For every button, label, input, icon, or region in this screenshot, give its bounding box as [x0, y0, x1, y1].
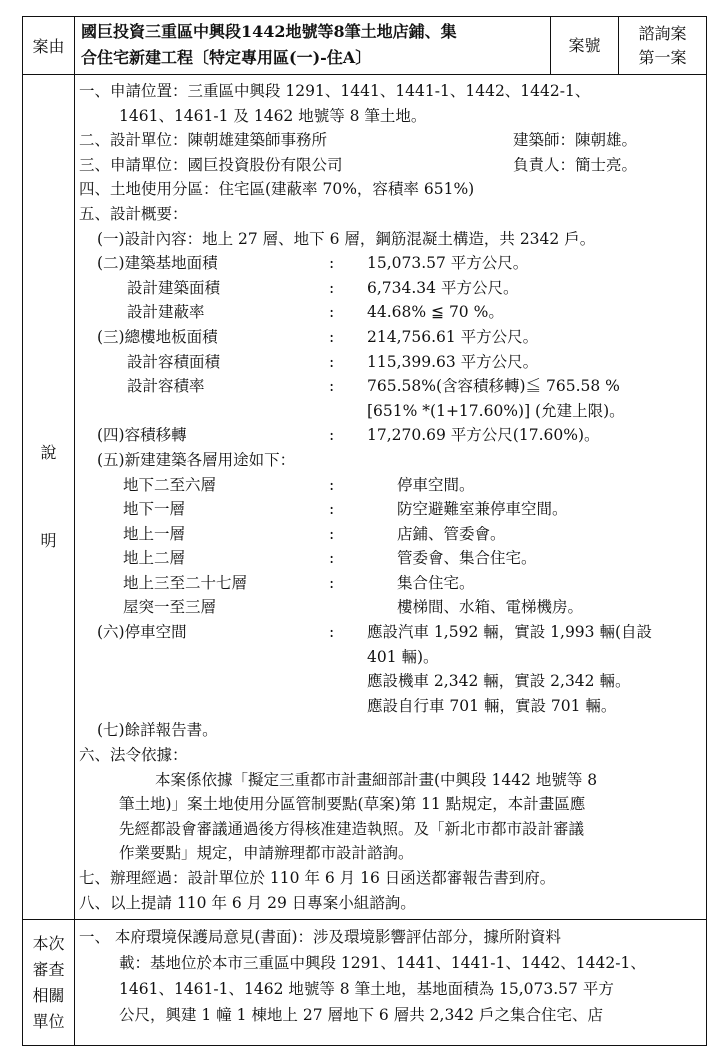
- area-label: (二)建築基地面積: [97, 254, 218, 273]
- area-colon: :: [329, 426, 335, 445]
- area-row: [79, 300, 706, 325]
- case-title: 國巨投資三重區中興段1442地號等8筆土地店鋪、集 合住宅新建工程〔特定專用區(一)-住A〕: [75, 17, 551, 75]
- item-location-2: 1461、1461-1 及 1462 地號等 8 筆土地。: [119, 106, 427, 125]
- area-colon: :: [329, 278, 335, 297]
- review-line-4: 公尺，興建 1 幢 1 棟地上 27 層地下 6 層共 2,342 戶之集合住宅、店: [119, 1006, 603, 1025]
- floor-row: [79, 595, 706, 620]
- floor-use-heading: (五)新建建築各層用途如下：: [97, 450, 296, 469]
- area-label: [97, 399, 329, 424]
- area-row: [79, 399, 706, 424]
- item-legal-basis: 六、法令依據：: [79, 746, 188, 765]
- item-applicant: 三、申請單位：國巨投資股份有限公司 負責人：簡士亮。: [79, 155, 638, 174]
- parking-line-4: 應設自行車 701 輛，實設 701 輛。: [367, 696, 617, 715]
- floor-label: 地上二層: [123, 549, 186, 568]
- area-label: 設計容積率: [127, 377, 205, 396]
- case-label: 案由: [23, 17, 75, 75]
- case-type: 諮詢案 第一案: [619, 17, 707, 75]
- area-value: 765.58%(含容積移轉)≦ 765.58 %: [367, 377, 620, 396]
- explanation-content: [75, 75, 707, 920]
- area-label: 設計建築面積: [127, 278, 221, 297]
- area-colon: [329, 399, 367, 424]
- parking-row: (六)停車空間 : 應設汽車 1,592 輛，實設 1,993 輛(自設: [97, 623, 653, 642]
- legal-text-2: 筆土地)」案土地使用分區管制要點(草案)第 11 點規定，本計畫區應: [119, 795, 586, 814]
- review-content: [75, 920, 707, 1046]
- item-location-1: 一、申請位置：三重區中興段 1291、1441、1441-1、1442、1442-1、: [79, 82, 591, 100]
- design-content: (一)設計內容：地上 27 層、地下 6 層，鋼筋混凝土構造，共 2342 戶。: [97, 229, 596, 248]
- floor-label: 地上三至二十七層: [123, 573, 248, 592]
- area-table: [79, 251, 706, 448]
- area-row: [79, 374, 706, 399]
- area-value: [651% *(1+17.60%)] (允建上限)。: [367, 401, 625, 420]
- area-row: [79, 251, 706, 276]
- area-label: (三)總樓地板面積: [97, 327, 218, 346]
- floor-colon: :: [329, 549, 335, 568]
- area-row: [79, 276, 706, 301]
- floor-row: [79, 473, 706, 498]
- review-line-1: 一、 本府環境保護局意見(書面)：涉及環境影響評估部分，據所附資料: [79, 928, 562, 947]
- area-label: 設計建蔽率: [127, 303, 205, 322]
- area-label: (四)容積移轉: [97, 426, 187, 445]
- review-line-3: 1461、1461-1、1462 地號等 8 筆土地，基地面積為 15,073.57 平方: [119, 980, 614, 999]
- explain-label: 說 明: [23, 75, 75, 920]
- area-colon: :: [329, 327, 335, 346]
- area-value: 44.68% ≦ 70 %。: [367, 303, 504, 322]
- floor-label: 屋突一至三層: [123, 598, 217, 617]
- floor-value: 集合住宅。: [397, 573, 475, 592]
- legal-text-4: 作業要點」規定，申請辦理都市設計諮詢。: [119, 844, 414, 863]
- item-consultation: 八、以上提請 110 年 6 月 29 日專案小組諮詢。: [79, 893, 416, 912]
- review-form-table: [22, 16, 707, 1046]
- area-row: [79, 325, 706, 350]
- area-colon: :: [329, 254, 335, 273]
- area-colon: :: [329, 303, 335, 322]
- parking-line-2: 401 輛)。: [367, 647, 439, 666]
- area-value: 6,734.34 平方公尺。: [367, 278, 519, 297]
- area-label: 設計容積面積: [127, 352, 221, 371]
- floor-label: 地上一層: [123, 524, 186, 543]
- legal-text-3: 先經都設會審議通過後方得核准建造執照。及「新北市都市設計審議: [119, 819, 585, 838]
- floor-colon: :: [329, 524, 335, 543]
- see-report: (七)餘詳報告書。: [97, 721, 218, 740]
- parking-line-3: 應設機車 2,342 輛，實設 2,342 輛。: [367, 672, 631, 691]
- area-value: 214,756.61 平方公尺。: [367, 327, 539, 346]
- area-value: 15,073.57 平方公尺。: [367, 254, 529, 273]
- floor-colon: :: [329, 475, 335, 494]
- area-colon: :: [329, 377, 335, 396]
- floor-row: [79, 546, 706, 571]
- item-design-summary: 五、設計概要：: [79, 204, 188, 223]
- floor-row: [79, 497, 706, 522]
- floor-colon: :: [329, 573, 335, 592]
- item-process: 七、辦理經過：設計單位於 110 年 6 月 16 日函送都審報告書到府。: [79, 869, 556, 887]
- area-value: 115,399.63 平方公尺。: [367, 352, 539, 371]
- floor-value: 防空避難室兼停車空間。: [397, 500, 568, 519]
- area-row: [79, 350, 706, 375]
- floor-value: 管委會、集合住宅。: [397, 549, 537, 568]
- floor-value: 店鋪、管委會。: [397, 524, 506, 543]
- floor-value: 樓梯間、水箱、電梯機房。: [397, 598, 584, 617]
- floor-use-table: [79, 473, 706, 621]
- floor-value: 停車空間。: [397, 475, 475, 494]
- item-designer: 二、設計單位：陳朝雄建築師事務所 建築師：陳朝雄。: [79, 131, 638, 150]
- floor-label: 地下二至六層: [123, 475, 217, 494]
- area-value: 17,270.69 平方公尺(17.60%)。: [367, 426, 600, 445]
- floor-label: 地下一層: [123, 500, 186, 519]
- floor-colon: :: [329, 500, 335, 519]
- floor-colon: [329, 595, 367, 620]
- item-zoning: 四、土地使用分區：住宅區(建蔽率 70%，容積率 651%): [79, 180, 475, 199]
- case-number-label: 案號: [551, 17, 619, 75]
- review-unit-label: 本次 審查 相關 單位: [23, 920, 75, 1046]
- review-line-2: 載：基地位於本市三重區中興段 1291、1441、1441-1、1442、1442-1、: [119, 954, 646, 973]
- floor-row: [79, 522, 706, 547]
- floor-row: [79, 571, 706, 596]
- area-colon: :: [329, 352, 335, 371]
- legal-text-1: 本案係依據「擬定三重都市計畫細部計畫(中興段 1442 地號等 8: [155, 770, 598, 789]
- area-row: [79, 423, 706, 448]
- document-page: [22, 16, 706, 1044]
